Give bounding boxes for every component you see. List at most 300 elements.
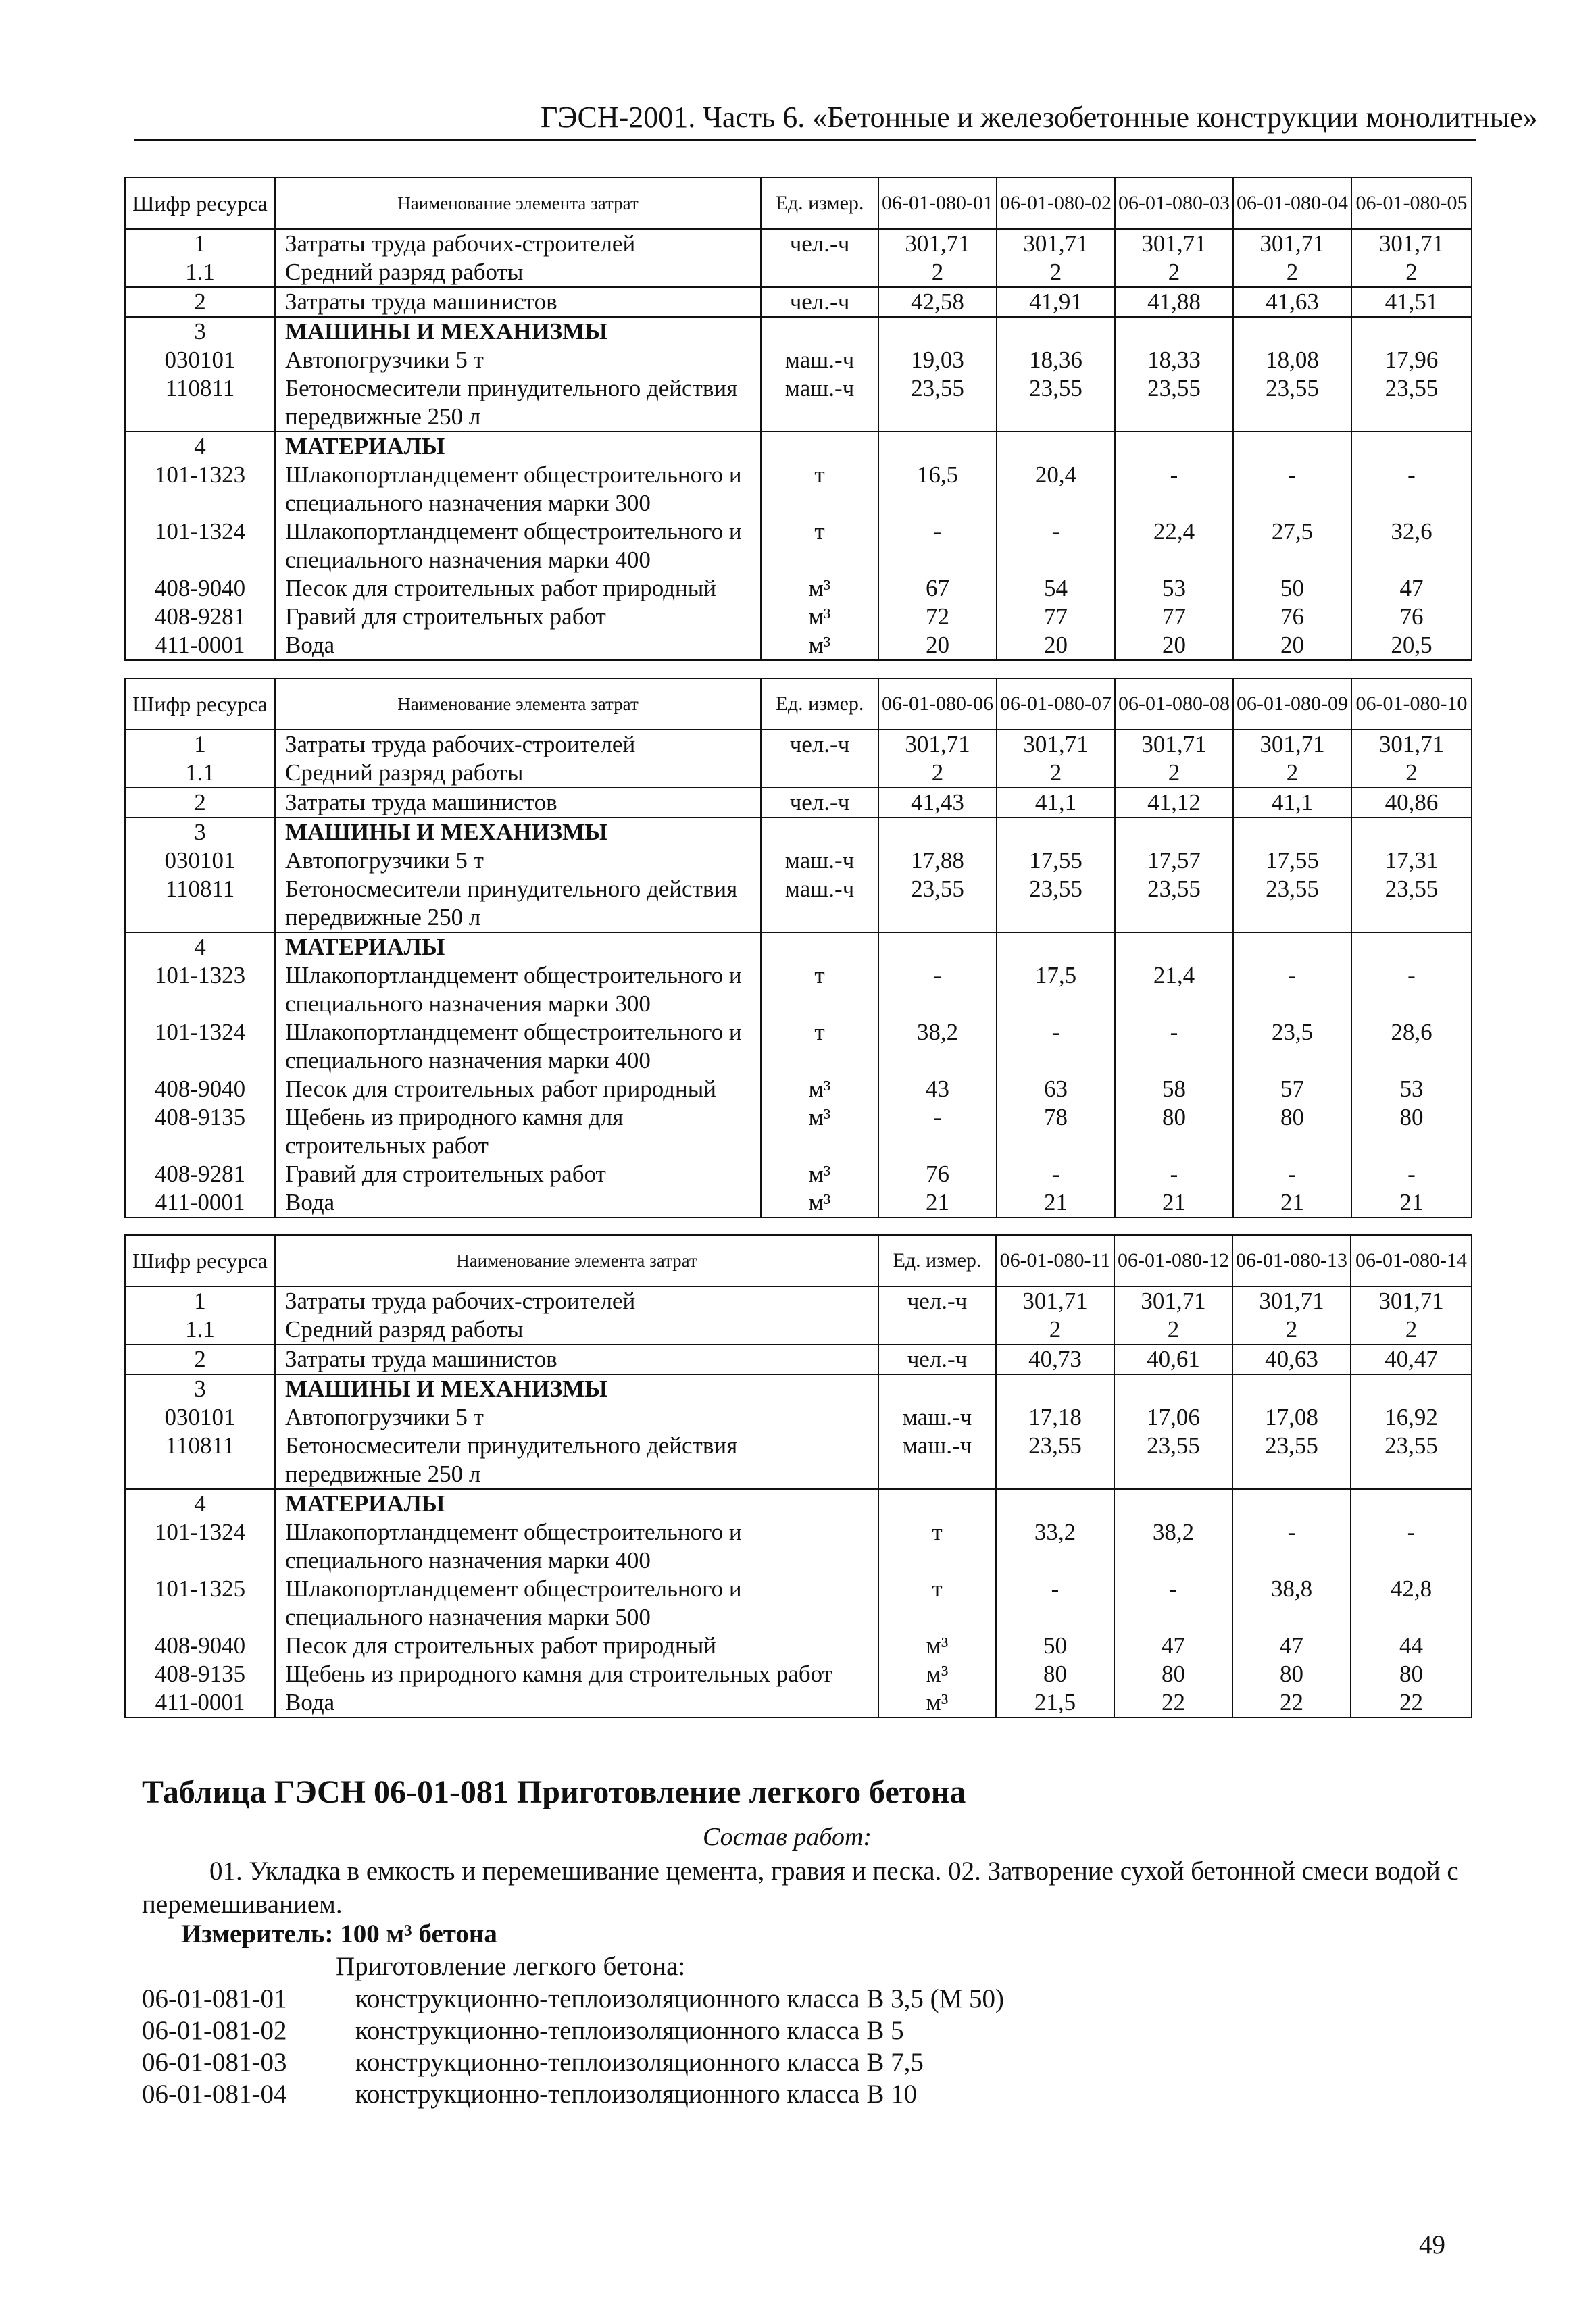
cell-value: 58 (1115, 1075, 1233, 1103)
header-cipher: Шифр ресурса (125, 178, 275, 229)
variant-row (142, 2015, 904, 2046)
cell-value: 38,2 (878, 1018, 997, 1075)
cell-value: 80 (1115, 1103, 1233, 1160)
cell-value: 63 (997, 1075, 1115, 1103)
cell-cipher: 101-1323 (125, 961, 275, 1018)
cell-cipher: 110811 (125, 1432, 275, 1489)
cell-cipher: 408-9040 (125, 1632, 275, 1660)
header-code: 06-01-080-04 (1233, 178, 1351, 229)
cell-value: 23,55 (997, 875, 1115, 932)
header-name: Наименование элемента затрат (275, 1235, 878, 1286)
cell-unit: м³ (761, 1160, 878, 1188)
section-heading: Таблица ГЭСН 06-01-081 Приготовление легкого бетона (142, 1774, 966, 1810)
cell-value: 2 (1115, 258, 1233, 287)
cell-name: Песок для строительных работ природный (275, 574, 761, 603)
cell-value (1115, 818, 1233, 847)
cell-value: - (1233, 1160, 1351, 1188)
cell-value: 47 (1232, 1632, 1351, 1660)
cell-cipher: 3 (125, 818, 275, 847)
cell-cipher: 411-0001 (125, 1688, 275, 1717)
cell-cipher: 110811 (125, 875, 275, 932)
cell-unit (878, 1489, 996, 1518)
cell-name: Щебень из природного камня для строительных работ (275, 1660, 878, 1688)
cell-unit: маш.-ч (761, 374, 878, 432)
cell-value: 41,1 (1233, 788, 1351, 818)
table-row (125, 374, 1472, 432)
table-row (125, 730, 1472, 759)
cell-value (878, 818, 997, 847)
cell-name: Затраты труда машинистов (275, 1344, 878, 1374)
variant-row (142, 1984, 1004, 2014)
cell-name: Автопогрузчики 5 т (275, 1403, 878, 1432)
table-row (125, 1344, 1472, 1374)
cell-value: 23,55 (1351, 1432, 1472, 1489)
table-row (125, 258, 1472, 287)
cell-unit (761, 932, 878, 961)
cell-cipher: 408-9135 (125, 1103, 275, 1160)
cell-unit (761, 317, 878, 346)
cell-unit: маш.-ч (878, 1432, 996, 1489)
cell-value: 20 (878, 631, 997, 660)
header-unit: Ед. измер. (761, 178, 878, 229)
resource-table-3 (124, 1234, 1472, 1718)
cell-value: 80 (996, 1660, 1114, 1688)
cell-value (878, 932, 997, 961)
cell-value: 22 (1114, 1688, 1232, 1717)
cell-value: 16,5 (878, 461, 997, 518)
cell-value (878, 432, 997, 461)
cell-unit: маш.-ч (761, 847, 878, 875)
table-row (125, 875, 1472, 932)
cell-value: 19,03 (878, 346, 997, 374)
cell-unit: т (761, 518, 878, 574)
cell-value: 40,73 (996, 1344, 1114, 1374)
cell-unit: т (761, 1018, 878, 1075)
cell-value: 41,43 (878, 788, 997, 818)
table-row (125, 287, 1472, 317)
cell-value: - (878, 961, 997, 1018)
header-code: 06-01-080-11 (996, 1235, 1114, 1286)
cell-cipher: 2 (125, 1344, 275, 1374)
cell-value: 17,96 (1351, 346, 1472, 374)
cell-value: 22 (1351, 1688, 1472, 1717)
cell-value: 38,2 (1114, 1518, 1232, 1575)
cell-value: - (1115, 1018, 1233, 1075)
cell-value: 301,71 (997, 730, 1115, 759)
variant-text: конструкционно-теплоизоляционного класса В 10 (355, 2080, 918, 2109)
variant-code: 06-01-081-01 (142, 1984, 287, 2013)
cell-name: Вода (275, 1688, 878, 1717)
cell-name: Гравий для строительных работ (275, 603, 761, 631)
cell-value: 17,57 (1115, 847, 1233, 875)
cell-name: Песок для строительных работ природный (275, 1632, 878, 1660)
table-row (125, 1403, 1472, 1432)
cell-name: МАТЕРИАЛЫ (275, 1489, 878, 1518)
cell-value: 50 (1233, 574, 1351, 603)
cell-value: 21,5 (996, 1688, 1114, 1717)
cell-value (1233, 432, 1351, 461)
cell-value (1232, 1374, 1351, 1403)
cell-value (1115, 432, 1233, 461)
table-row (125, 432, 1472, 461)
variant-text: конструкционно-теплоизоляционного класса В 7,5 (355, 2048, 924, 2077)
cell-value: 50 (996, 1632, 1114, 1660)
cell-name: Бетоносмесители принудительного действия передвижные 250 л (275, 875, 761, 932)
cell-name: Вода (275, 631, 761, 660)
cell-value: 44 (1351, 1632, 1472, 1660)
table-row (125, 1315, 1472, 1344)
cell-value: 2 (1232, 1315, 1351, 1344)
table-row (125, 631, 1472, 660)
cell-name: Затраты труда машинистов (275, 788, 761, 818)
cell-value: 76 (878, 1160, 997, 1188)
cell-name: Автопогрузчики 5 т (275, 847, 761, 875)
cell-unit: м³ (761, 1075, 878, 1103)
cell-value: 2 (1351, 1315, 1472, 1344)
cell-value: - (1351, 1518, 1472, 1575)
cell-unit: чел.-ч (761, 730, 878, 759)
cell-unit: м³ (878, 1688, 996, 1717)
cell-value: 18,33 (1115, 346, 1233, 374)
page-number: 49 (1419, 2230, 1445, 2259)
cell-value (996, 1489, 1114, 1518)
cell-unit (761, 818, 878, 847)
cell-cipher: 1 (125, 1286, 275, 1315)
cell-value: 77 (1115, 603, 1233, 631)
cell-name: Средний разряд работы (275, 759, 761, 788)
cell-value: 80 (1351, 1660, 1472, 1688)
header-code: 06-01-080-07 (997, 678, 1115, 730)
cell-unit: м³ (761, 603, 878, 631)
cell-cipher: 2 (125, 788, 275, 818)
cell-value (997, 432, 1115, 461)
cell-value: 28,6 (1351, 1018, 1472, 1075)
cell-cipher: 1 (125, 730, 275, 759)
cell-value: 20 (1115, 631, 1233, 660)
cell-unit: м³ (761, 1103, 878, 1160)
cell-name: Бетоносмесители принудительного действия передвижные 250 л (275, 374, 761, 432)
cell-value: 27,5 (1233, 518, 1351, 574)
cell-value: 23,55 (1115, 374, 1233, 432)
table-row (125, 1160, 1472, 1188)
cell-unit: м³ (878, 1660, 996, 1688)
cell-unit (878, 1374, 996, 1403)
table-row (125, 1075, 1472, 1103)
cell-value: 301,71 (1114, 1286, 1232, 1315)
cell-value: 53 (1115, 574, 1233, 603)
cell-cipher: 101-1324 (125, 1018, 275, 1075)
cell-value: 2 (1233, 759, 1351, 788)
table-row (125, 1374, 1472, 1403)
cell-value: 80 (1233, 1103, 1351, 1160)
table-row (125, 1660, 1472, 1688)
cell-name: Средний разряд работы (275, 258, 761, 287)
cell-cipher: 408-9135 (125, 1660, 275, 1688)
cell-value: 23,55 (1232, 1432, 1351, 1489)
table-row (125, 1188, 1472, 1217)
cell-value: 23,55 (1351, 875, 1472, 932)
cell-name: Шлакопортландцемент общестроительного и специального назначения марки 400 (275, 518, 761, 574)
cell-unit: чел.-ч (878, 1286, 996, 1315)
cell-value: 21 (997, 1188, 1115, 1217)
cell-value: 2 (878, 759, 997, 788)
cell-value (1351, 1489, 1472, 1518)
cell-value: 17,55 (1233, 847, 1351, 875)
cell-value (1233, 932, 1351, 961)
cell-value: 21,4 (1115, 961, 1233, 1018)
cell-unit: маш.-ч (761, 346, 878, 374)
cell-name: Затраты труда рабочих-строителей (275, 229, 761, 258)
cell-value: 21 (878, 1188, 997, 1217)
header-name: Наименование элемента затрат (275, 678, 761, 730)
cell-value: - (1233, 961, 1351, 1018)
cell-value: 41,51 (1351, 287, 1472, 317)
cell-value: 2 (1233, 258, 1351, 287)
cell-value: 76 (1233, 603, 1351, 631)
cell-value: - (1115, 461, 1233, 518)
cell-value: 23,55 (878, 374, 997, 432)
cell-value: 23,55 (997, 374, 1115, 432)
table-row (125, 788, 1472, 818)
cell-value: - (996, 1575, 1114, 1632)
variant-text: конструкционно-теплоизоляционного класса В 3,5 (М 50) (355, 1984, 1004, 2013)
cell-value: 17,88 (878, 847, 997, 875)
cell-value: 301,71 (1233, 229, 1351, 258)
header-code: 06-01-080-08 (1115, 678, 1233, 730)
work-composition-text: 01. Укладка в емкость и перемешивание цемента, гравия и песка. 02. Затворение сухой бетонной смеси водой с перемешиванием. (142, 1857, 1459, 1919)
cell-cipher: 4 (125, 432, 275, 461)
cell-value (1233, 317, 1351, 346)
cell-name: МАТЕРИАЛЫ (275, 432, 761, 461)
cell-unit: маш.-ч (761, 875, 878, 932)
cell-name: Гравий для строительных работ (275, 1160, 761, 1188)
cell-unit: маш.-ч (878, 1403, 996, 1432)
table-row (125, 932, 1472, 961)
cell-value: 22,4 (1115, 518, 1233, 574)
cell-value: - (997, 1160, 1115, 1188)
cell-cipher: 110811 (125, 374, 275, 432)
cell-value: 17,55 (997, 847, 1115, 875)
cell-value: 21 (1233, 1188, 1351, 1217)
cell-unit: м³ (878, 1632, 996, 1660)
cell-value (1232, 1489, 1351, 1518)
cell-value (1115, 932, 1233, 961)
variants-title: Приготовление легкого бетона: (336, 1952, 686, 1981)
cell-name: Песок для строительных работ природный (275, 1075, 761, 1103)
cell-value: 2 (996, 1315, 1114, 1344)
cell-name: МАШИНЫ И МЕХАНИЗМЫ (275, 818, 761, 847)
cell-value: 20 (1233, 631, 1351, 660)
cell-value: - (1351, 961, 1472, 1018)
cell-unit (761, 759, 878, 788)
cell-cipher: 1.1 (125, 1315, 275, 1344)
variant-row (142, 2079, 917, 2109)
header-code: 06-01-080-14 (1351, 1235, 1472, 1286)
cell-value: 33,2 (996, 1518, 1114, 1575)
table-row (125, 346, 1472, 374)
table-row (125, 1688, 1472, 1717)
cell-value: 17,18 (996, 1403, 1114, 1432)
table-row (125, 1518, 1472, 1575)
cell-value: 301,71 (1115, 730, 1233, 759)
cell-cipher: 2 (125, 287, 275, 317)
cell-value: 301,71 (1351, 229, 1472, 258)
cell-cipher: 030101 (125, 1403, 275, 1432)
cell-name: МАТЕРИАЛЫ (275, 932, 761, 961)
cell-cipher: 101-1325 (125, 1575, 275, 1632)
cell-cipher: 408-9040 (125, 1075, 275, 1103)
cell-value: 53 (1351, 1075, 1472, 1103)
cell-value (996, 1374, 1114, 1403)
cell-value: 301,71 (996, 1286, 1114, 1315)
table-row (125, 1632, 1472, 1660)
cell-value: 301,71 (1351, 730, 1472, 759)
header-name: Наименование элемента затрат (275, 178, 761, 229)
cell-cipher: 411-0001 (125, 1188, 275, 1217)
cell-value: 2 (1114, 1315, 1232, 1344)
cell-value: 38,8 (1232, 1575, 1351, 1632)
work-composition-title: Состав работ: (703, 1823, 872, 1851)
header-code: 06-01-080-05 (1351, 178, 1472, 229)
cell-value: 301,71 (878, 229, 997, 258)
cell-name: Затраты труда машинистов (275, 287, 761, 317)
cell-value (1114, 1489, 1232, 1518)
cell-value: 41,1 (997, 788, 1115, 818)
cell-value: - (878, 518, 997, 574)
cell-unit: м³ (761, 631, 878, 660)
cell-name: Бетоносмесители принудительного действия передвижные 250 л (275, 1432, 878, 1489)
cell-value: 23,5 (1233, 1018, 1351, 1075)
cell-value: - (1114, 1575, 1232, 1632)
cell-cipher: 408-9281 (125, 1160, 275, 1188)
cell-unit: т (761, 461, 878, 518)
cell-unit: т (878, 1575, 996, 1632)
cell-value: 301,71 (878, 730, 997, 759)
cell-name: МАШИНЫ И МЕХАНИЗМЫ (275, 1374, 878, 1403)
cell-unit: м³ (761, 1188, 878, 1217)
cell-value: 78 (997, 1103, 1115, 1160)
cell-value: 47 (1351, 574, 1472, 603)
table-row (125, 847, 1472, 875)
cell-value: 301,71 (1232, 1286, 1351, 1315)
cell-unit: чел.-ч (761, 788, 878, 818)
cell-name: Затраты труда рабочих-строителей (275, 730, 761, 759)
cell-cipher: 101-1324 (125, 1518, 275, 1575)
cell-value (997, 818, 1115, 847)
cell-value: 41,91 (997, 287, 1115, 317)
cell-cipher: 408-9281 (125, 603, 275, 631)
cell-value: 23,55 (1115, 875, 1233, 932)
cell-name: Шлакопортландцемент общестроительного и специального назначения марки 400 (275, 1518, 878, 1575)
cell-value: 40,61 (1114, 1344, 1232, 1374)
cell-value: - (878, 1103, 997, 1160)
cell-name: МАШИНЫ И МЕХАНИЗМЫ (275, 317, 761, 346)
header-rule (134, 139, 1476, 141)
header-code: 06-01-080-13 (1232, 1235, 1351, 1286)
header-cipher: Шифр ресурса (125, 678, 275, 730)
cell-value: 32,6 (1351, 518, 1472, 574)
cell-name: Шлакопортландцемент общестроительного и специального назначения марки 300 (275, 961, 761, 1018)
cell-value: - (1233, 461, 1351, 518)
header-code: 06-01-080-03 (1115, 178, 1233, 229)
cell-value: 16,92 (1351, 1403, 1472, 1432)
cell-value: 76 (1351, 603, 1472, 631)
cell-value: 67 (878, 574, 997, 603)
cell-name: Средний разряд работы (275, 1315, 878, 1344)
header-unit: Ед. измер. (878, 1235, 996, 1286)
cell-value: 23,55 (878, 875, 997, 932)
variant-text: конструкционно-теплоизоляционного класса В 5 (355, 2016, 904, 2045)
variant-row (142, 2047, 924, 2078)
cell-cipher: 3 (125, 317, 275, 346)
cell-value: 18,08 (1233, 346, 1351, 374)
resource-table-1 (124, 177, 1472, 661)
cell-unit (761, 258, 878, 287)
cell-value: 47 (1114, 1632, 1232, 1660)
cell-name: Шлакопортландцемент общестроительного и специального назначения марки 500 (275, 1575, 878, 1632)
unit-of-measure: Измеритель: 100 м³ бетона (181, 1919, 497, 1948)
cell-value: 23,55 (1114, 1432, 1232, 1489)
cell-value: 17,08 (1232, 1403, 1351, 1432)
cell-value: 42,8 (1351, 1575, 1472, 1632)
cell-unit: чел.-ч (878, 1344, 996, 1374)
header-code: 06-01-080-06 (878, 678, 997, 730)
cell-unit (878, 1315, 996, 1344)
cell-value: 18,36 (997, 346, 1115, 374)
cell-value: 2 (878, 258, 997, 287)
table-row (125, 1575, 1472, 1632)
cell-unit: т (761, 961, 878, 1018)
cell-value: 42,58 (878, 287, 997, 317)
cell-value (1115, 317, 1233, 346)
table-row (125, 317, 1472, 346)
cell-value (1351, 818, 1472, 847)
cell-value (1351, 317, 1472, 346)
table-row (125, 461, 1472, 518)
table-row (125, 759, 1472, 788)
cell-value (1233, 818, 1351, 847)
cell-cipher: 1.1 (125, 759, 275, 788)
cell-value: 23,55 (1233, 374, 1351, 432)
cell-value: 40,86 (1351, 788, 1472, 818)
cell-value (997, 317, 1115, 346)
cell-value: 80 (1114, 1660, 1232, 1688)
cell-value: 77 (997, 603, 1115, 631)
variant-code: 06-01-081-02 (142, 2016, 287, 2045)
cell-cipher: 030101 (125, 346, 275, 374)
cell-name: Автопогрузчики 5 т (275, 346, 761, 374)
cell-value: 80 (1232, 1660, 1351, 1688)
cell-value: 301,71 (1115, 229, 1233, 258)
cell-value: 40,47 (1351, 1344, 1472, 1374)
cell-value: 41,63 (1233, 287, 1351, 317)
cell-cipher: 4 (125, 932, 275, 961)
cell-value: 72 (878, 603, 997, 631)
table-row (125, 1489, 1472, 1518)
table-row (125, 1018, 1472, 1075)
cell-name: Затраты труда рабочих-строителей (275, 1286, 878, 1315)
header-code: 06-01-080-10 (1351, 678, 1472, 730)
cell-unit: чел.-ч (761, 287, 878, 317)
cell-cipher: 101-1323 (125, 461, 275, 518)
cell-value: 23,55 (1351, 374, 1472, 432)
cell-value: 57 (1233, 1075, 1351, 1103)
header-code: 06-01-080-09 (1233, 678, 1351, 730)
cell-value: 2 (997, 258, 1115, 287)
cell-value: - (1351, 1160, 1472, 1188)
cell-value: 41,88 (1115, 287, 1233, 317)
cell-cipher: 030101 (125, 847, 275, 875)
